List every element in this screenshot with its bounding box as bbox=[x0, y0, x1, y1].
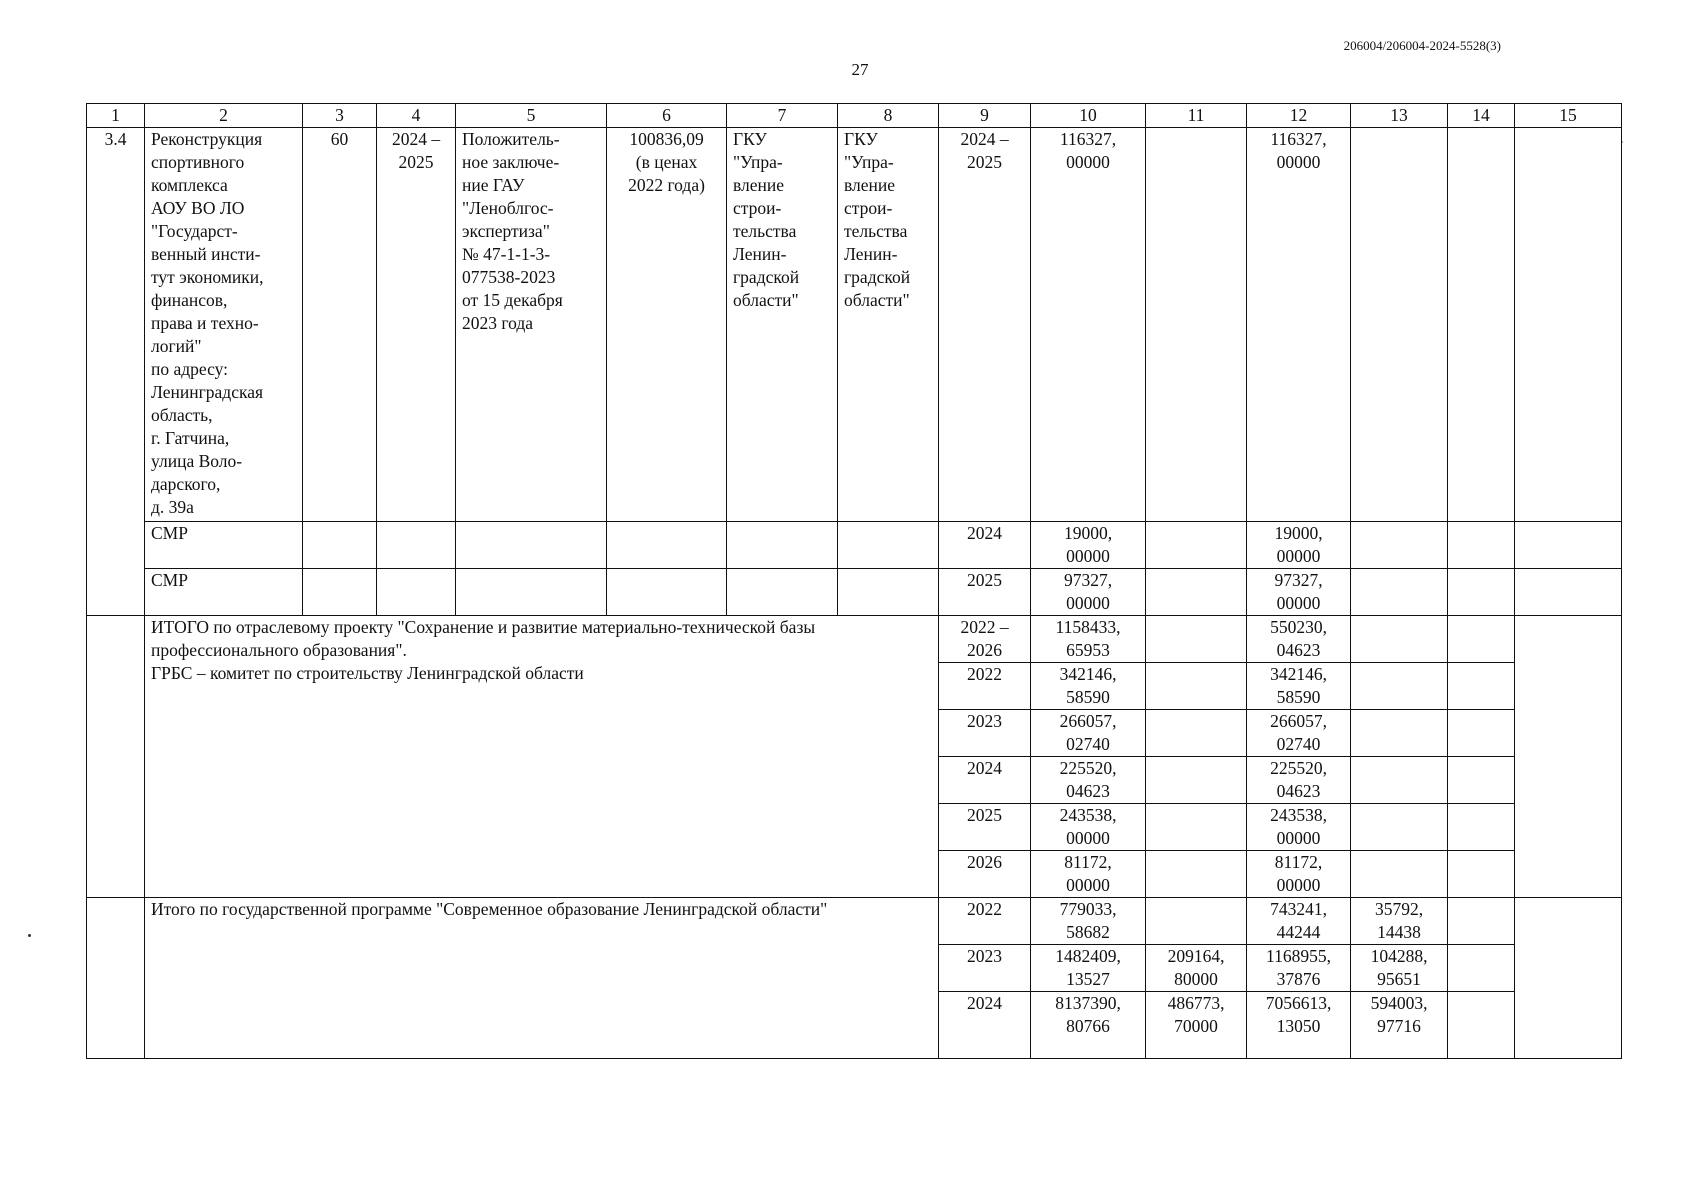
regional-cell: 1168955, 37876 bbox=[1247, 945, 1351, 992]
budget-table bbox=[86, 103, 1622, 1059]
column-number-row bbox=[87, 104, 1622, 128]
stage-label: СМР bbox=[145, 522, 303, 569]
expertise-cell: Положитель- ное заключе- ние ГАУ "Леноблгос- экспертиза" № 47-1-1-3- 077538-2023 от 15 декабря 2023 года bbox=[456, 128, 607, 522]
developer-cell: ГКУ "Упра- вление строи- тельства Ленин- градской области" bbox=[838, 128, 939, 522]
other-cell bbox=[1448, 663, 1515, 710]
other-cell bbox=[1448, 945, 1515, 992]
empty-cell bbox=[838, 569, 939, 616]
total-cell: 81172, 00000 bbox=[1031, 851, 1146, 898]
other-cell bbox=[1448, 128, 1515, 522]
empty-cell bbox=[607, 522, 727, 569]
local-cell: 104288, 95651 bbox=[1351, 945, 1448, 992]
empty-cell bbox=[377, 569, 456, 616]
federal-cell bbox=[1146, 757, 1247, 804]
scan-speck bbox=[28, 934, 31, 937]
empty-cell bbox=[456, 522, 607, 569]
federal-cell bbox=[1146, 522, 1247, 569]
column-header: 10 bbox=[1031, 104, 1146, 128]
total-cell: 8137390, 80766 bbox=[1031, 992, 1146, 1059]
column-header: 1 bbox=[87, 104, 145, 128]
federal-cell bbox=[1146, 898, 1247, 945]
year-cell: 2024 bbox=[939, 522, 1031, 569]
local-cell: 35792, 14438 bbox=[1351, 898, 1448, 945]
object-name: Реконструкция спортивного комплекса АОУ ВО ЛО "Государст- венный инсти- тут экономики, финансов, права и техно- логий" по адресу: Ленинградская область, г. Гатчина, улица Воло- дарского, д. 39а bbox=[145, 128, 303, 522]
page-number: 27 bbox=[851, 60, 869, 79]
column-header: 11 bbox=[1146, 104, 1247, 128]
row-number: 3.4 bbox=[87, 128, 145, 616]
regional-cell: 243538, 00000 bbox=[1247, 804, 1351, 851]
column-header: 9 bbox=[939, 104, 1031, 128]
year-cell: 2024 bbox=[939, 757, 1031, 804]
total-cell: 779033, 58682 bbox=[1031, 898, 1146, 945]
stage-label: СМР bbox=[145, 569, 303, 616]
empty-cell bbox=[303, 522, 377, 569]
other-cell bbox=[1448, 710, 1515, 757]
federal-cell bbox=[1146, 569, 1247, 616]
estimated-cost-cell: 100836,09 (в ценах 2022 года) bbox=[607, 128, 727, 522]
local-cell bbox=[1351, 569, 1448, 616]
local-cell bbox=[1351, 851, 1448, 898]
year-cell: 2025 bbox=[939, 804, 1031, 851]
year-cell: 2023 bbox=[939, 710, 1031, 757]
total-cell: 19000, 00000 bbox=[1031, 522, 1146, 569]
empty-cell bbox=[87, 898, 145, 1059]
year-cell: 2022 bbox=[939, 663, 1031, 710]
federal-cell bbox=[1146, 663, 1247, 710]
empty-cell bbox=[727, 569, 838, 616]
document-number: 206004/206004-2024-5528(3) bbox=[1343, 38, 1501, 53]
regional-cell: 342146, 58590 bbox=[1247, 663, 1351, 710]
total-cell: 116327, 00000 bbox=[1031, 128, 1146, 522]
regional-cell: 7056613, 13050 bbox=[1247, 992, 1351, 1059]
table-row bbox=[87, 522, 1622, 569]
federal-cell bbox=[1146, 710, 1247, 757]
regional-cell: 266057, 02740 bbox=[1247, 710, 1351, 757]
local-cell bbox=[1351, 616, 1448, 663]
customer-cell: ГКУ "Упра- вление строи- тельства Ленин- градской области" bbox=[727, 128, 838, 522]
note-cell bbox=[1515, 128, 1622, 522]
empty-cell bbox=[87, 616, 145, 898]
period-cell: 2024 – 2025 bbox=[377, 128, 456, 522]
regional-cell: 19000, 00000 bbox=[1247, 522, 1351, 569]
empty-cell bbox=[838, 522, 939, 569]
empty-cell bbox=[607, 569, 727, 616]
column-header: 8 bbox=[838, 104, 939, 128]
column-header: 13 bbox=[1351, 104, 1448, 128]
column-header: 7 bbox=[727, 104, 838, 128]
year-cell: 2024 bbox=[939, 992, 1031, 1059]
table-row bbox=[87, 569, 1622, 616]
capacity-cell: 60 bbox=[303, 128, 377, 522]
regional-cell: 225520, 04623 bbox=[1247, 757, 1351, 804]
table-row bbox=[87, 616, 1622, 663]
note-cell bbox=[1515, 522, 1622, 569]
local-cell bbox=[1351, 757, 1448, 804]
other-cell bbox=[1448, 898, 1515, 945]
empty-cell bbox=[456, 569, 607, 616]
federal-cell bbox=[1146, 616, 1247, 663]
year-cell: 2024 – 2025 bbox=[939, 128, 1031, 522]
other-cell bbox=[1448, 851, 1515, 898]
local-cell bbox=[1351, 663, 1448, 710]
column-header: 5 bbox=[456, 104, 607, 128]
table-row bbox=[87, 128, 1622, 522]
year-cell: 2026 bbox=[939, 851, 1031, 898]
total-cell: 266057, 02740 bbox=[1031, 710, 1146, 757]
year-cell: 2025 bbox=[939, 569, 1031, 616]
other-cell bbox=[1448, 992, 1515, 1059]
total-cell: 1482409, 13527 bbox=[1031, 945, 1146, 992]
regional-cell: 743241, 44244 bbox=[1247, 898, 1351, 945]
note-cell bbox=[1515, 616, 1622, 898]
empty-cell bbox=[303, 569, 377, 616]
other-cell bbox=[1448, 569, 1515, 616]
total-cell: 342146, 58590 bbox=[1031, 663, 1146, 710]
other-cell bbox=[1448, 757, 1515, 804]
federal-cell: 486773, 70000 bbox=[1146, 992, 1247, 1059]
local-cell bbox=[1351, 710, 1448, 757]
total-cell: 97327, 00000 bbox=[1031, 569, 1146, 616]
federal-cell bbox=[1146, 128, 1247, 522]
program-total-label: Итого по государственной программе "Современное образование Ленинградской области" bbox=[145, 898, 939, 1059]
regional-cell: 550230, 04623 bbox=[1247, 616, 1351, 663]
federal-cell bbox=[1146, 804, 1247, 851]
column-header: 6 bbox=[607, 104, 727, 128]
column-header: 4 bbox=[377, 104, 456, 128]
column-header: 12 bbox=[1247, 104, 1351, 128]
year-cell: 2023 bbox=[939, 945, 1031, 992]
other-cell bbox=[1448, 522, 1515, 569]
local-cell bbox=[1351, 804, 1448, 851]
total-cell: 225520, 04623 bbox=[1031, 757, 1146, 804]
total-cell: 1158433, 65953 bbox=[1031, 616, 1146, 663]
regional-cell: 81172, 00000 bbox=[1247, 851, 1351, 898]
column-header: 15 bbox=[1515, 104, 1622, 128]
federal-cell: 209164, 80000 bbox=[1146, 945, 1247, 992]
local-cell bbox=[1351, 128, 1448, 522]
project-total-label: ИТОГО по отраслевому проекту "Сохранение и развитие материально-технической базы профессионального образования". ГРБС – комитет по строительству Ленинградской области bbox=[145, 616, 939, 898]
total-cell: 243538, 00000 bbox=[1031, 804, 1146, 851]
other-cell bbox=[1448, 804, 1515, 851]
column-header: 3 bbox=[303, 104, 377, 128]
other-cell bbox=[1448, 616, 1515, 663]
regional-cell: 97327, 00000 bbox=[1247, 569, 1351, 616]
local-cell bbox=[1351, 522, 1448, 569]
local-cell: 594003, 97716 bbox=[1351, 992, 1448, 1059]
empty-cell bbox=[727, 522, 838, 569]
column-header: 14 bbox=[1448, 104, 1515, 128]
regional-cell: 116327, 00000 bbox=[1247, 128, 1351, 522]
table-row bbox=[87, 898, 1622, 945]
note-cell bbox=[1515, 569, 1622, 616]
empty-cell bbox=[377, 522, 456, 569]
year-cell: 2022 – 2026 bbox=[939, 616, 1031, 663]
federal-cell bbox=[1146, 851, 1247, 898]
note-cell bbox=[1515, 898, 1622, 1059]
column-header: 2 bbox=[145, 104, 303, 128]
year-cell: 2022 bbox=[939, 898, 1031, 945]
